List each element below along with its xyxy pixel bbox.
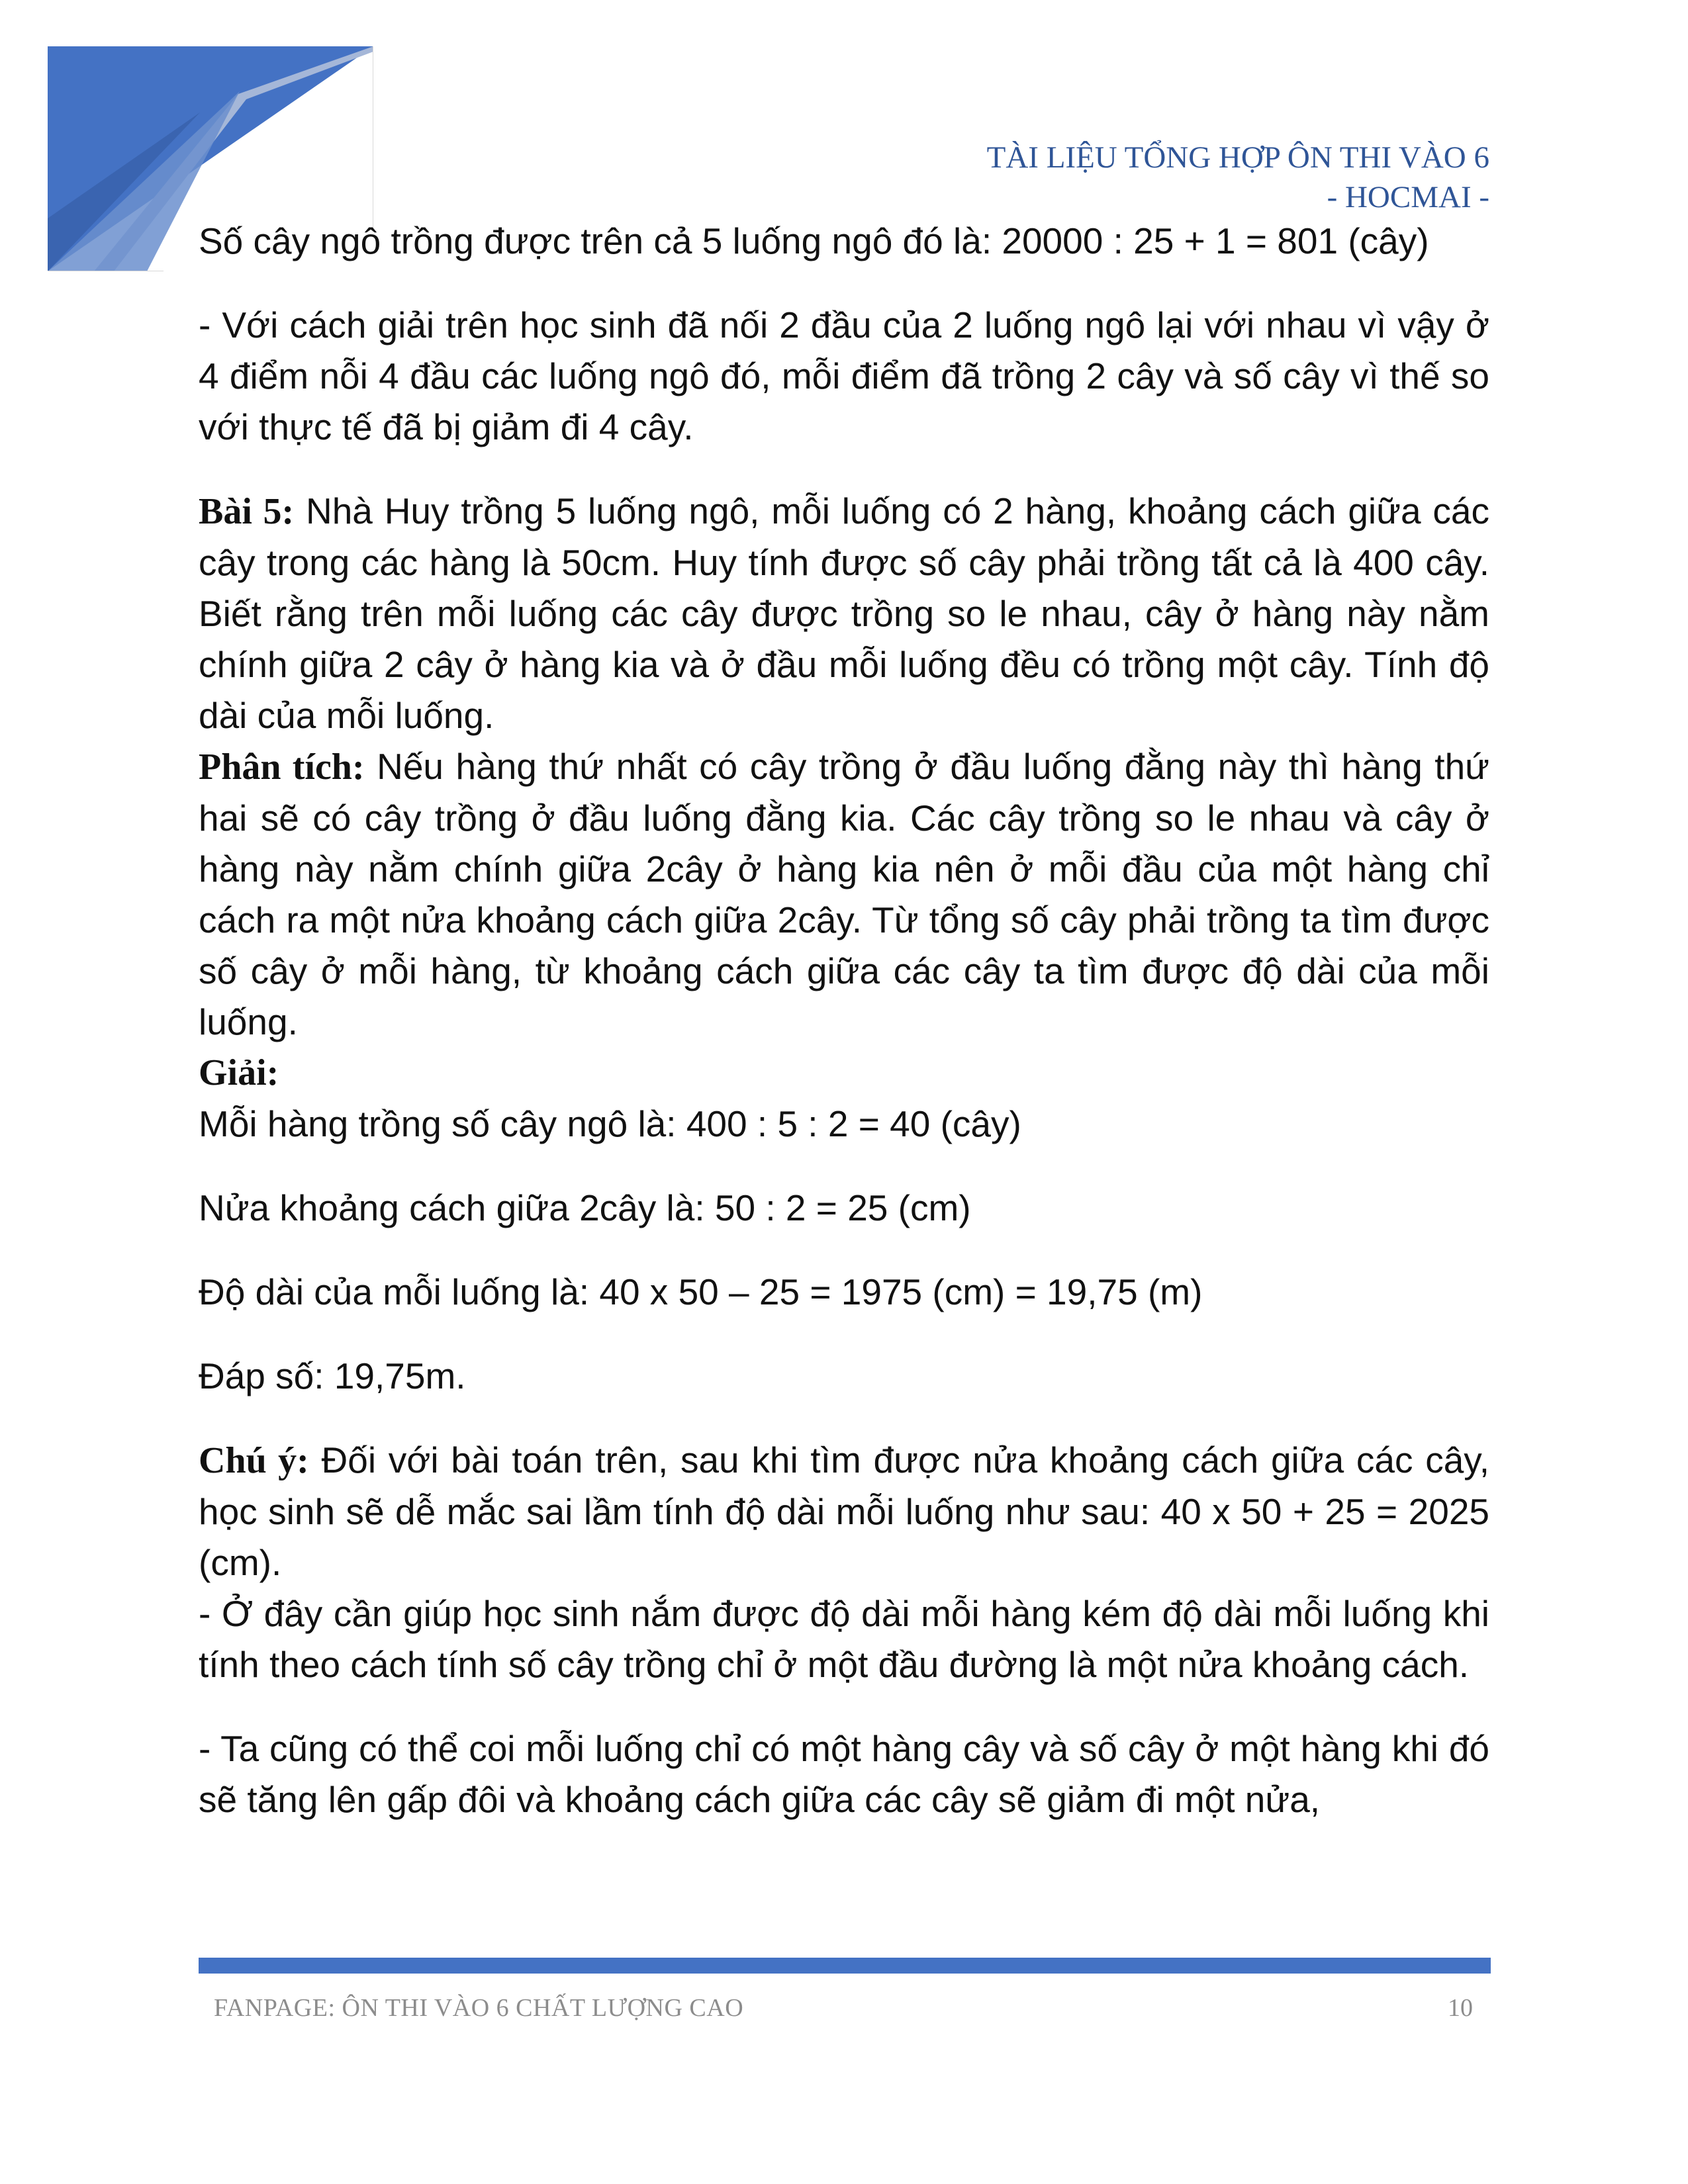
solution-line-3: Độ dài của mỗi luống là: 40 x 50 – 25 = 1975 (cm) = 19,75 (m) xyxy=(199,1271,1203,1312)
main-content xyxy=(199,216,1489,1825)
page-number: 10 xyxy=(1448,1994,1473,2022)
note-label: Chú ý: xyxy=(199,1440,309,1481)
note-paragraph-2: - Ta cũng có thể coi mỗi luống chỉ có một hàng cây và số cây ở một hàng khi đó sẽ tăng lên gấp đôi và khoảng cách giữa các cây sẽ giảm đi một nửa, xyxy=(199,1728,1489,1820)
paragraph-explanation: - Với cách giải trên học sinh đã nối 2 đầu của 2 luống ngô lại với nhau vì vậy ở 4 điểm nỗi 4 đầu các luống ngô đó, mỗi điểm đã trồng 2 cây và số cây vì thế so với thực tế đã bị giảm đi 4 cây. xyxy=(199,304,1489,447)
problem-5-label: Bài 5: xyxy=(199,491,295,532)
paragraph-total-trees: Số cây ngô trồng được trên cả 5 luống ngô đó là: 20000 : 25 + 1 = 801 (cây) xyxy=(199,220,1429,261)
analysis-text: Nếu hàng thứ nhất có cây trồng ở đầu luống đằng này thì hàng thứ hai sẽ có cây trồng ở đầu luống đằng kia. Các cây trồng so le nhau và cây ở hàng này nằm chính giữa 2cây ở hàng kia nên ở mỗi đầu của một hàng chỉ cách ra một nửa khoảng cách giữa 2cây. Từ tổng số cây phải trồng ta tìm được số cây ở mỗi hàng, từ khoảng cách giữa các cây ta tìm được độ dài của mỗi luống. xyxy=(199,746,1489,1042)
page-header xyxy=(987,138,1489,217)
problem-5-text: Nhà Huy trồng 5 luống ngô, mỗi luống có 2 hàng, khoảng cách giữa các cây trong các hàng là 50cm. Huy tính được số cây phải trồng tất cả là 400 cây. Biết rằng trên mỗi luống các cây được trồng so le nhau, cây ở hàng này nằm chính giữa 2 cây ở hàng kia và ở đầu mỗi luống đều có trồng một cây. Tính độ dài của mỗi luống. xyxy=(199,490,1489,736)
footer-fanpage: FANPAGE: ÔN THI VÀO 6 CHẤT LƯỢNG CAO xyxy=(214,1994,744,2022)
note xyxy=(199,1435,1489,1588)
solution-label: Giải: xyxy=(199,1052,279,1093)
footer-rule xyxy=(199,1958,1491,1974)
problem-5 xyxy=(199,486,1489,741)
analysis xyxy=(199,741,1489,1048)
header-title: TÀI LIỆU TỔNG HỢP ÔN THI VÀO 6 xyxy=(986,140,1489,175)
header-subtitle: - HOCMAI - xyxy=(1327,180,1489,214)
solution-line-2: Nửa khoảng cách giữa 2cây là: 50 : 2 = 25 (cm) xyxy=(199,1187,971,1228)
answer: Đáp số: 19,75m. xyxy=(199,1355,466,1396)
analysis-label: Phân tích: xyxy=(199,747,365,788)
note-text: Đối với bài toán trên, sau khi tìm được nửa khoảng cách giữa các cây, học sinh sẽ dễ mắc sai lầm tính độ dài mỗi luống như sau: 40 x 50 + 25 = 2025 (cm). xyxy=(199,1439,1489,1583)
solution-line-1: Mỗi hàng trồng số cây ngô là: 400 : 5 : 2 = 40 (cây) xyxy=(199,1103,1021,1144)
note-paragraph-1: - Ở đây cần giúp học sinh nắm được độ dài mỗi hàng kém độ dài mỗi luống khi tính theo cách tính số cây trồng chỉ ở một đầu đường là một nửa khoảng cách. xyxy=(199,1593,1489,1685)
